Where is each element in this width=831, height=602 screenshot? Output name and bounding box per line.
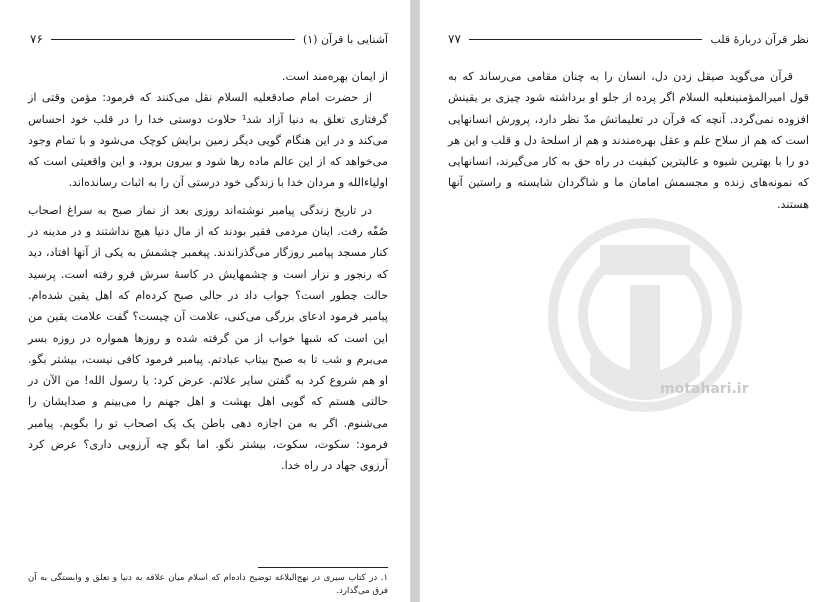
right-page-number: ۷۷: [448, 32, 461, 46]
right-page-header: [448, 30, 809, 48]
right-page-body: [448, 66, 809, 215]
right-running-title: نظر قرآن دربارهٔ قلب: [710, 32, 809, 46]
header-rule: [469, 39, 703, 40]
book-gutter: [411, 0, 419, 602]
left-page: [0, 0, 411, 602]
header-rule: [51, 39, 295, 40]
paragraph: قرآن می‌گوید صیقل زدن دل، انسان را به چنان مقامی می‌رساند که به قول امیرالمؤمنینعليه السلام اگر پرده از جلو او برداشته شود چیزی بر یقینش افزوده نمی‌گردد. آنچه که قرآن در تعلیماتش مدّ نظر دارد، پرورش انسانهایی است که هم از سلاح علم و عقل بهره‌مندند و هم از اسلحهٔ دل و قلب و این هر دو را با بهترین شیوه و عالیترین کیفیت در راه حق به کار می‌گیرند، انسانهایی که نمونه‌های زنده و مجسمش امامان ما و شاگردان شایسته و راستین آنها هستند.: [448, 70, 809, 211]
right-page: [419, 0, 831, 602]
footnote: ۱. در کتاب سیری در نهج‌البلاغه توضیح داده‌ام که اسلام میان علاقه به دنیا و تعلق و وابستگی به آن فرق می‌گذارد.: [28, 573, 388, 596]
left-running-title: آشنایی با قرآن (۱): [302, 32, 388, 46]
left-page-header: [30, 30, 388, 48]
paragraph: از ایمان بهره‌مند است.: [281, 70, 388, 83]
paragraph: از حضرت امام صادقعليه السلام نقل می‌کنند که فرمود: مؤمن وقتی از گرفتاری تعلق به دنیا آزاد شد¹ حلاوت دوستی خدا را در قلب خود احساس می‌کند و در این هنگام گویی دیگر زمین برایش کوچک می‌شود و با تمام وجود می‌خواهد که از این عالم ماده رها شود و بیرون برود، و این واقعیتی است که اولیاءالله و مردان خدا با زندگی خود درستی آن را به اثبات رسانده‌اند.: [28, 91, 388, 190]
left-page-body: [28, 66, 388, 477]
footnote-rule: [258, 567, 388, 568]
watermark-text: motahari.ir: [660, 381, 749, 397]
paragraph: در تاریخ زندگی پیامبر نوشته‌اند روزی بعد از نماز صبح به سراغ اصحاب صُفّه رفت. اینان مردمی فقیر بودند که از مال دنیا هیچ نداشتند و در مدینه در کنار مسجد پیامبر روزگار می‌گذراندند. پیغمبر چشمش به یکی از آنها افتاد، دید که رنجور و نزار است و چشمهایش در کاسهٔ سرش فرو رفته است. پرسید حالت چطور است؟ جواب داد در حالی صبح کرده‌ام که اهل یقین شده‌ام. پیامبر فرمود ادعای بزرگی می‌کنی، علامت آن چیست؟ گفت علامت یقین من این است که شبها خواب از من گرفته شده و روزها همواره در روزه بسر می‌برم و شب تا به صبح بیتاب عبادتم. پیامبر فرمود کافی نیست، بیشتر بگو. او هم شروع کرد به گفتن سایر علائم. عرض کرد: یا رسول الله! من الآن در حالتی هستم که گویی اهل بهشت و اهل جهنم را می‌بینم و صدایشان را می‌شنوم. اگر به من اجازه دهی باطن یک یک اصحاب تو را بگویم. پیامبر فرمود: سکوت، سکوت، بیشتر نگو. اما بگو چه آرزویی داری؟ عرض کرد آرزوی جهاد در راه خدا.: [28, 203, 388, 473]
left-page-number: ۷۶: [30, 32, 43, 46]
